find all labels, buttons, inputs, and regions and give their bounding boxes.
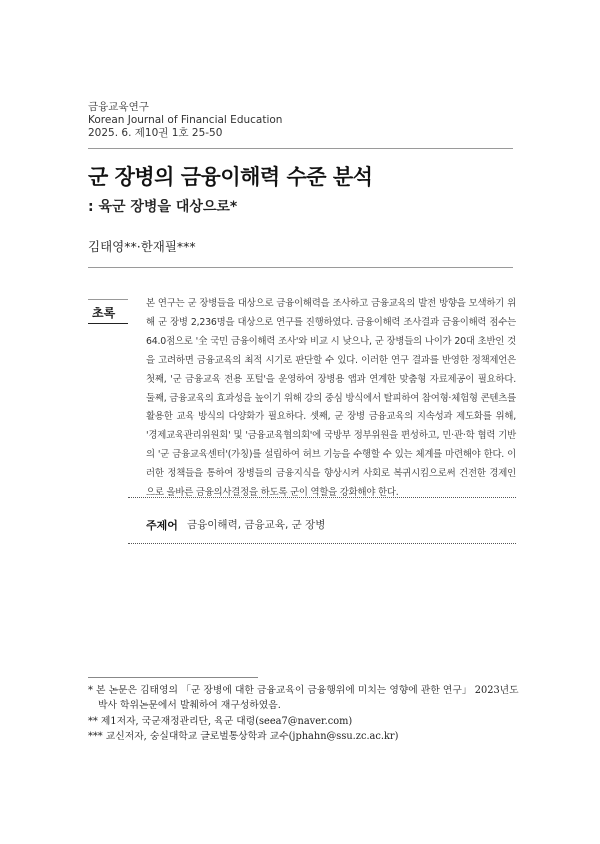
abstract-label-overline [88, 299, 128, 300]
abstract-label: 초록 [92, 306, 116, 320]
footnote-1: * 본 논문은 김태영의 「군 장병에 대한 금융교육이 금융행위에 미치는 영향에 관한 연구」 2023년도 [88, 685, 519, 696]
footnote-divider [88, 677, 258, 678]
journal-name-en: Korean Journal of Financial Education [88, 114, 283, 126]
footnote-3: *** 교신저자, 숭실대학교 글로벌통상학과 교수(jphahn@ssu.zc.ac.kr) [88, 731, 399, 742]
footnote-1-cont: 박사 학위논문에서 발췌하여 재구성하였음. [98, 700, 281, 711]
paper-title: 군 장병의 금융이해력 수준 분석 [88, 165, 373, 189]
journal-issue: 2025. 6. 제10권 1호 25-50 [88, 127, 223, 139]
abstract-dotted-divider [128, 497, 516, 498]
authors-divider [88, 267, 513, 268]
journal-name-ko: 금융교육연구 [88, 101, 149, 113]
paper-subtitle: : 육군 장병을 대상으로* [88, 199, 238, 215]
abstract-label-underline [88, 323, 128, 324]
footnote-2: ** 제1저자, 국군재정관리단, 육군 대령(seea7@naver.com) [88, 716, 353, 727]
abstract-text: 본 연구는 군 장병들을 대상으로 금융이해력을 조사하고 금융교육의 발전 방향을 모색하기 위해 군 장병 2,236명을 대상으로 연구를 진행하였다. 금융이해력 조사결과 금융이해력 점수는 64.0점으로 '全 국민 금융이해력 조사'와 비교 시 낮으나, 군 장병들의 나이가 20대 초반인 것을 고려하면 금융교육의 최적 시기로 판단할 수 있다. 이러한 연구 결과를 반영한 정책제언은 첫째, '군 금융교육 전용 포털'을 운영하여 장병용 앱과 연계한 맞춤형 자료제공이 필요하다. 둘째, 금융교육의 효과성을 높이기 위해 강의 중심 방식에서 탈피하여 참여형·체험형 콘텐츠를 활용한 교육 방식의 다양화가 필요하다. 셋째, 군 장병 금융교육의 지속성과 제도화를 위해, '경제교육관리위원회' 및 '금융교육협의회'에 국방부 정부위원을 편성하고, 민·관·학 협력 기반의 '군 금융교육센터'(가칭)를 설립하여 허브 기능을 수행할 수 있는 체계를 마련해야 한다. 이러한 정책들을 통하여 장병들의 금융지식을 향상시켜 사회로 복귀시킴으로써 건전한 경제인으로 올바른 금융의사결정을 하도록 군이 역할을 강화해야 한다. [146, 298, 516, 499]
header-divider [88, 148, 513, 149]
keywords-dotted-divider [128, 543, 516, 544]
keywords-text: 금융이해력, 금융교육, 군 장병 [187, 519, 326, 531]
keywords-label: 주제어 [146, 519, 178, 532]
authors: 김태영**·한재필*** [88, 239, 196, 254]
